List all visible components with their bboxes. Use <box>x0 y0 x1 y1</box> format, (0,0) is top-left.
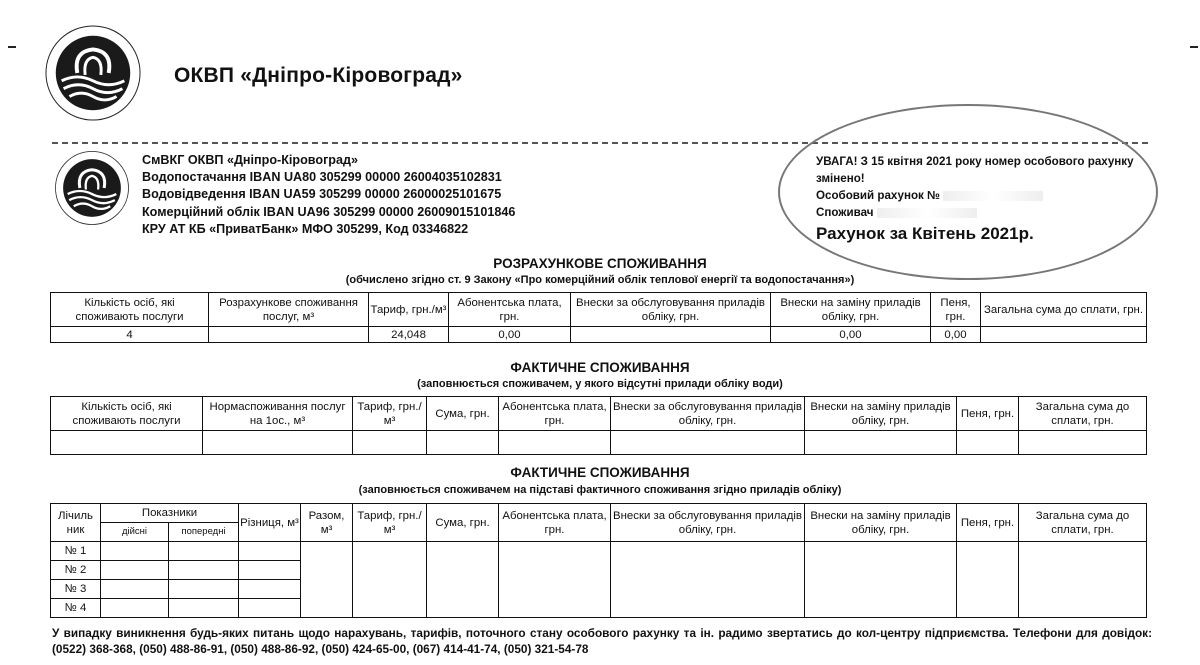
table-cell <box>805 542 957 618</box>
scan-mark-right <box>1190 46 1198 48</box>
table-header: Тариф, грн./м³ <box>353 504 427 542</box>
table-cell <box>805 431 957 455</box>
table-header: Тариф, грн./м³ <box>353 397 427 431</box>
table-cell: 0,00 <box>931 327 981 343</box>
table-cell: 4 <box>51 327 209 343</box>
table-cell <box>239 561 301 580</box>
table-cell <box>51 431 203 455</box>
table-cell <box>981 327 1147 343</box>
notice-box <box>816 153 1146 242</box>
table-cell <box>239 599 301 618</box>
consumer-line <box>816 204 1146 221</box>
table-header: Внески на заміну приладів обліку, грн. <box>805 397 957 431</box>
table-cell <box>499 542 611 618</box>
redacted-name <box>877 208 977 218</box>
table-header-row <box>51 397 1147 431</box>
table-cell <box>101 542 169 561</box>
table-cell <box>169 561 239 580</box>
table-header: Розрахункове споживання послуг, м³ <box>209 293 369 327</box>
table-header: Загальна сума до сплати, грн. <box>981 293 1147 327</box>
table-cell <box>169 580 239 599</box>
table-header: дійсні <box>101 523 169 542</box>
bank-line: Водовідведення IBAN UA59 305299 00000 26000025101675 <box>142 187 502 202</box>
table-header: Пеня, грн. <box>957 504 1019 542</box>
bank-line: КРУ АТ КБ «ПриватБанк» МФО 305299, Код 03346822 <box>142 221 469 236</box>
table-cell <box>101 599 169 618</box>
table-cell <box>1019 431 1147 455</box>
table-cell <box>101 580 169 599</box>
consumer-label: Споживач <box>816 206 874 219</box>
table-header: Внески на заміну приладів обліку, грн. <box>771 293 931 327</box>
table-cell <box>499 431 611 455</box>
table-cell <box>239 580 301 599</box>
table-header-row <box>51 293 1147 327</box>
table-header: Сума, грн. <box>427 397 499 431</box>
section1-title: РОЗРАХУНКОВЕ СПОЖИВАННЯ <box>493 256 707 271</box>
table-header: Кількість осіб, які споживають послуги <box>51 293 209 327</box>
table-cell <box>169 542 239 561</box>
table-header: Сума, грн. <box>427 504 499 542</box>
table-header: Абонентська плата, грн. <box>499 504 611 542</box>
calculated-consumption-table <box>50 292 1147 343</box>
table-cell <box>209 327 369 343</box>
actual-consumption-meter-table <box>50 503 1147 618</box>
table-cell <box>957 431 1019 455</box>
section2-title: ФАКТИЧНЕ СПОЖИВАННЯ <box>510 360 690 375</box>
table-header: Нормаспоживання послуг на 1ос., м³ <box>203 397 353 431</box>
account-number-line <box>816 187 1146 204</box>
actual-consumption-no-meter-table <box>50 396 1147 455</box>
table-cell <box>611 542 805 618</box>
contact-footer: У випадку виникнення будь-яких питань щодо нарахувань, тарифів, поточного стану особового рахунку та ін. радимо звертатись до кол-центру підприємства. Телефони для довідок: (0522) 368-368, (050) 488-86-91, (050) 488-86-92, (050) 424-65-00, (067) 414-41-74, (050) 321-54-78 <box>52 626 1152 656</box>
company-title: ОКВП «Дніпро-Кіровоград» <box>174 64 463 87</box>
table-cell: 0,00 <box>771 327 931 343</box>
company-logo-icon <box>44 24 142 122</box>
table-cell <box>203 431 353 455</box>
table-header: Абонентська плата, грн. <box>499 397 611 431</box>
meter-label: № 4 <box>51 599 101 618</box>
section3-subtitle: (заповнюється споживачем на підставі фактичного споживання згідно приладів обліку) <box>358 484 842 496</box>
table-cell <box>353 542 427 618</box>
table-header: попередні <box>169 523 239 542</box>
table-row <box>51 327 1147 343</box>
table-header: Внески на заміну приладів обліку, грн. <box>805 504 957 542</box>
table-cell <box>353 431 427 455</box>
account-label: Особовий рахунок № <box>816 189 940 202</box>
table-cell <box>427 431 499 455</box>
redacted-account <box>943 191 1043 201</box>
table-header: Лічиль ник <box>51 504 101 542</box>
table-cell <box>101 561 169 580</box>
table-cell <box>957 542 1019 618</box>
section3-title: ФАКТИЧНЕ СПОЖИВАННЯ <box>510 465 690 480</box>
invoice-title: Рахунок за Квітень 2021р. <box>816 224 1034 243</box>
bank-line: Комерційний облік IBAN UA96 305299 00000 26009015101846 <box>142 204 516 219</box>
bank-line: Водопостачання IBAN UA80 305299 00000 26004035102831 <box>142 170 502 185</box>
meter-label: № 3 <box>51 580 101 599</box>
table-row <box>51 542 1147 561</box>
notice-warning: УВАГА! З 15 квітня 2021 року номер особового рахунку змінено! <box>816 155 1134 185</box>
table-header: Внески за обслуговування приладів обліку, грн. <box>571 293 771 327</box>
scan-mark-left <box>8 46 16 48</box>
bank-line: СмВКГ ОКВП «Дніпро-Кіровоград» <box>142 153 359 167</box>
table-cell: 24,048 <box>369 327 449 343</box>
meter-label: № 1 <box>51 542 101 561</box>
table-cell <box>1019 542 1147 618</box>
section1-subtitle: (обчислено згідно ст. 9 Закону «Про комерційний облік теплової енергії та водопостачання») <box>345 274 855 286</box>
table-cell <box>571 327 771 343</box>
table-cell <box>301 542 353 618</box>
table-header: Загальна сума до сплати, грн. <box>1019 397 1147 431</box>
company-logo-small-icon <box>54 150 130 226</box>
table-cell <box>427 542 499 618</box>
table-header-row <box>51 504 1147 523</box>
table-header: Тариф, грн./м³ <box>369 293 449 327</box>
table-header: Загальна сума до сплати, грн. <box>1019 504 1147 542</box>
table-header: Пеня, грн. <box>957 397 1019 431</box>
table-header: Пеня, грн. <box>931 293 981 327</box>
table-header: Разом, м³ <box>301 504 353 542</box>
meter-label: № 2 <box>51 561 101 580</box>
table-header: Різниця, м³ <box>239 504 301 542</box>
section2-subtitle: (заповнюється споживачем, у якого відсутні прилади обліку води) <box>417 378 783 390</box>
table-header: Внески за обслуговування приладів обліку, грн. <box>611 504 805 542</box>
table-header: Абонентська плата, грн. <box>449 293 571 327</box>
bank-details <box>142 152 515 238</box>
table-header: Показники <box>101 504 239 523</box>
table-row <box>51 431 1147 455</box>
table-header: Кількість осіб, які споживають послуги <box>51 397 203 431</box>
table-cell: 0,00 <box>449 327 571 343</box>
table-cell <box>611 431 805 455</box>
table-header: Внески за обслуговування приладів обліку, грн. <box>611 397 805 431</box>
table-cell <box>169 599 239 618</box>
table-cell <box>239 542 301 561</box>
